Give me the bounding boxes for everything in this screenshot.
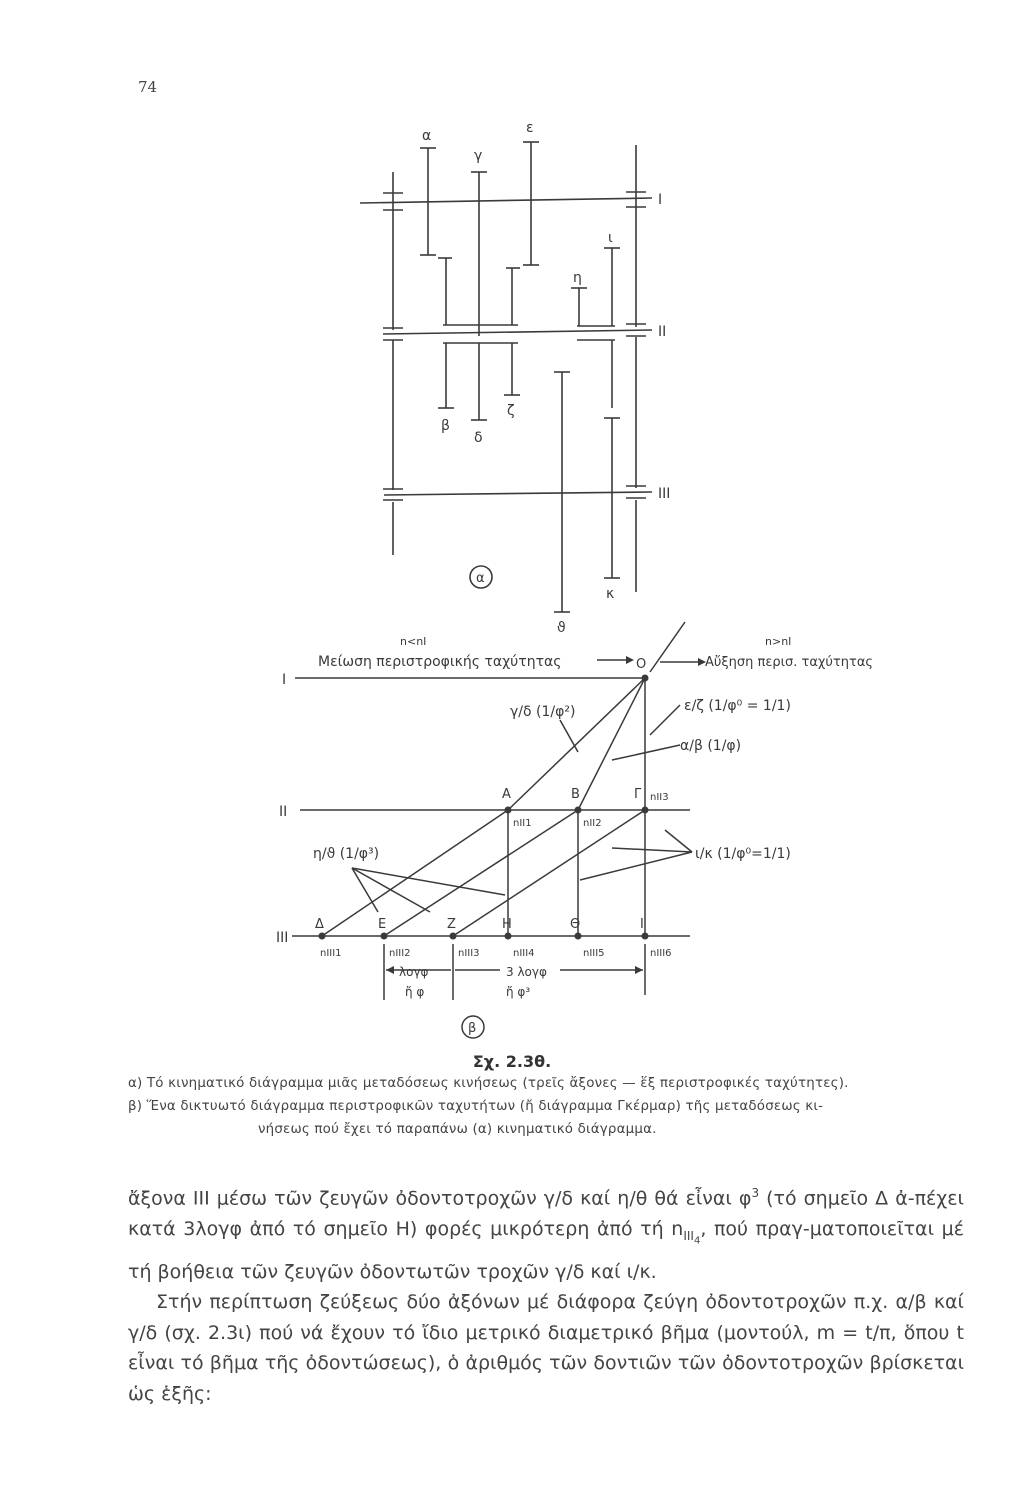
speed-nII2: nII2: [583, 818, 602, 829]
point-D: Δ: [315, 917, 324, 932]
figure-caption-b1: β) Ἕνα δικτυωτό διάγραμμα περιστροφικῶν ταχυτήτων (ἤ διάγραμμα Γκέρμαρ) τῆς μεταδόσεως κι-: [128, 1099, 824, 1114]
speed-nIII1: nIII1: [320, 948, 342, 959]
page-number: 74: [138, 78, 158, 96]
figure-caption-b2: νήσεως πού ἔχει τό παραπάνω (α) κινηματικό διάγραμμα.: [258, 1122, 657, 1137]
node-I: [642, 933, 649, 940]
node-O: [642, 675, 649, 682]
node-G: [642, 807, 649, 814]
speed-diagram: [292, 622, 700, 1038]
speed-labels: [276, 635, 873, 1036]
shaft-label-I: I: [658, 192, 663, 208]
node-Th: [575, 933, 582, 940]
gear-label-beta: β: [441, 418, 450, 434]
point-G: Γ: [634, 787, 642, 802]
point-I: I: [640, 917, 644, 932]
gear-label-iota: ι: [608, 230, 613, 246]
speed-nII1: nII1: [513, 818, 532, 829]
figure-caption-title: Σχ. 2.3θ.: [472, 1052, 552, 1071]
point-B: B: [571, 787, 580, 802]
speed-nII3: nII3: [650, 792, 669, 803]
gear-label-gamma: γ: [474, 148, 483, 164]
speed-nIII3: nIII3: [458, 948, 480, 959]
dim-small-line1: λογφ: [399, 965, 429, 979]
gear-label-zeta: ζ: [507, 403, 515, 419]
node-A: [505, 807, 512, 814]
label-ratio-ez: ε/ζ (1/φ⁰ = 1/1): [684, 698, 791, 714]
gear-label-theta: ϑ: [557, 620, 566, 636]
label-ratio-ab: α/β (1/φ): [680, 738, 742, 754]
node-E: [381, 933, 388, 940]
point-Z: Z: [447, 917, 456, 932]
label-speed-increase: Αὔξηση περισ. ταχύτητας: [705, 655, 874, 670]
arrowhead-left-note: [626, 656, 634, 664]
note-n-less: n<nI: [400, 635, 427, 648]
paragraph-2: Στήν περίπτωση ζεύξεως δύο ἀξόνων μέ διάφορα ζεύγη ὀδοντοτροχῶν π.χ. α/β καί γ/δ (σχ. 2.3ι) πού νά ἔχουν τό ἴδιο μετρικό διαμετρικό βῆμα (μοντούλ, m = t/π, ὅπου t εἶναι τό βῆμα τῆς ὀδοντώσεως), ὁ ἀριθμός τῶν δοντιῶν τῶν ὀδοντοτροχῶν βρίσκεται ὡς ἑξῆς:: [128, 1291, 964, 1405]
note-n-greater: n>nI: [765, 635, 792, 648]
dim-small-line2: ἤ φ: [405, 985, 425, 999]
point-H: H: [502, 917, 512, 932]
arrowhead-dim-right: [635, 966, 643, 974]
speed-nIII6: nIII6: [650, 948, 672, 959]
node-Z: [450, 933, 457, 940]
label-speed-reduction: Μείωση περιστροφικής ταχύτητας: [318, 654, 562, 670]
label-ratio-gd: γ/δ (1/φ²): [510, 704, 576, 720]
gear-label-kappa: κ: [606, 586, 615, 602]
part-a-tag: α: [476, 571, 485, 586]
dim-large-line2: ἤ φ³: [506, 985, 531, 999]
axis-label-I: I: [282, 672, 287, 688]
speed-nIII2: nIII2: [389, 948, 411, 959]
part-b-tag: β: [468, 1021, 477, 1036]
node-H: [505, 933, 512, 940]
body-text: [128, 1178, 964, 1409]
node-D: [319, 933, 326, 940]
arrowhead-dim-left: [386, 966, 394, 974]
speed-nIII4: nIII4: [513, 948, 535, 959]
gear-label-epsilon: ε: [526, 120, 534, 136]
point-Th: Θ: [570, 917, 581, 932]
figure-caption-a: α) Τό κινηματικό διάγραμμα μιᾶς μεταδόσεως κινήσεως (τρεῖς ἄξονες — ἕξ περιστροφικές ταχύτητες).: [128, 1076, 849, 1091]
shaft-label-III: III: [658, 486, 671, 502]
speed-nIII5: nIII5: [583, 948, 605, 959]
dim-large-line1: 3 λογφ: [506, 965, 547, 979]
label-ratio-ik: ι/κ (1/φ⁰=1/1): [695, 846, 791, 862]
gear-label-delta: δ: [474, 430, 483, 446]
axis-label-III: III: [276, 930, 289, 946]
label-ratio-ht: η/ϑ (1/φ³): [313, 846, 380, 862]
point-E: E: [378, 917, 387, 932]
gear-label-alpha: α: [422, 128, 432, 144]
label-origin-O: O: [636, 657, 647, 672]
shaft-label-II: II: [658, 324, 667, 340]
axis-label-II: II: [279, 804, 288, 820]
point-A: A: [502, 787, 511, 802]
kinematic-labels: [422, 120, 670, 636]
node-B: [575, 807, 582, 814]
gear-label-eta: η: [573, 270, 582, 286]
kinematic-diagram: [360, 142, 652, 612]
paragraph-1: ἄξονα III μέσω τῶν ζευγῶν ὀδοντοτροχῶν γ/δ καί η/θ θά εἶναι $\varphi^3$ (τό σημεῖο Δ ἀ-πέχει κατά 3λογφ ἀπό τό σημεῖο Η) φορές μικρότερη ἀπό τή $n_{III_4}$, πού πραγ-ματοποιεῖται μέ τή βοήθεια τῶν ζευγῶν ὀδοντωτῶν τροχῶν γ/δ καί ι/κ.: [128, 1186, 964, 1283]
